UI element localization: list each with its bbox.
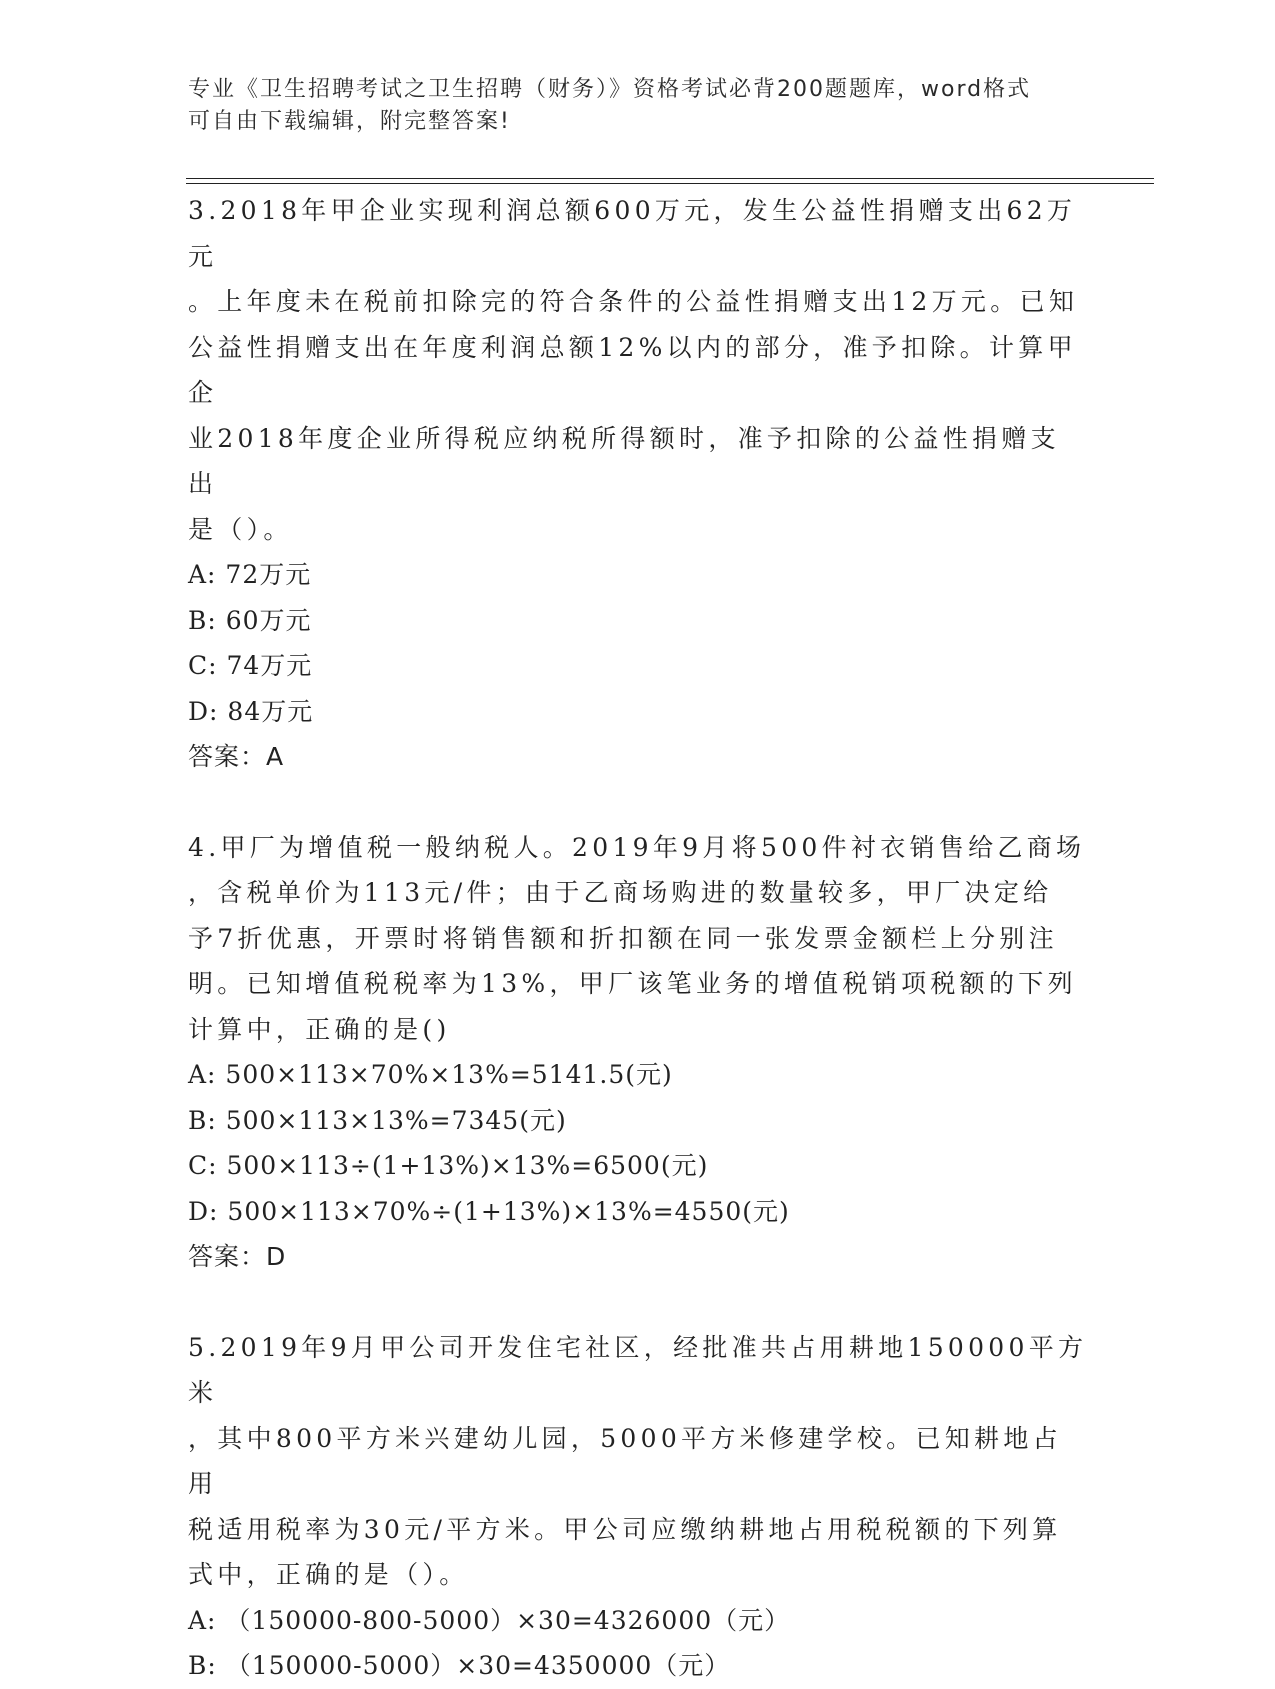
question-stem-line: 予7折优惠，开票时将销售额和折扣额在同一张发票金额栏上分别注: [188, 923, 1058, 953]
question-5: [188, 1325, 1088, 1689]
question-stem-line: 式中，正确的是（）。: [188, 1560, 469, 1589]
question-stem-line: 3.2018年甲企业实现利润总额600万元，发生公益性捐赠支出62万元: [188, 196, 1077, 271]
question-stem-line: 是（）。: [188, 514, 293, 544]
question-stem-line: 业2018年度企业所得税应纳税所得额时，准予扣除的公益性捐赠支出: [188, 423, 1060, 498]
header-line-2: 可自由下载编辑，附完整答案!: [188, 109, 511, 134]
header-divider-bottom: [186, 183, 1154, 184]
option-b: B: 60万元: [188, 605, 312, 635]
question-stem-line: 5.2019年9月甲公司开发住宅社区，经批准共占用耕地150000平方米: [188, 1332, 1088, 1407]
option-c: C: 74万元: [188, 651, 313, 680]
header-line-1: 专业《卫生招聘考试之卫生招聘（财务）》资格考试必背200题题库，word格式: [188, 77, 1032, 102]
answer-line: 答案：A: [188, 742, 285, 771]
question-stem-line: ，其中800平方米兴建幼儿园，5000平方米修建学校。已知耕地占用: [188, 1423, 1062, 1498]
option-a: A: （150000-800-5000）×30=4326000（元）: [188, 1605, 791, 1635]
question-4: [188, 825, 1088, 1280]
answer-line: 答案：D: [188, 1242, 287, 1271]
option-b: B: （150000-5000）×30=4350000（元）: [188, 1651, 731, 1680]
question-stem-line: 公益性捐赠支出在年度利润总额12%以内的部分，准予扣除。计算甲企: [188, 332, 1077, 407]
option-b: B: 500×113×13%=7345(元): [188, 1105, 567, 1135]
question-spacer: [188, 1280, 1088, 1325]
option-d: D: 84万元: [188, 696, 314, 726]
option-a: A: 500×113×70%×13%=5141.5(元): [188, 1060, 673, 1089]
question-stem-line: ，含税单价为113元/件；由于乙商场购进的数量较多，甲厂决定给: [188, 878, 1053, 907]
header-divider-top: [186, 178, 1154, 179]
question-3: [188, 188, 1088, 780]
option-d: D: 500×113×70%÷(1+13%)×13%=4550(元): [188, 1196, 790, 1226]
question-stem-line: 。上年度未在税前扣除完的符合条件的公益性捐赠支出12万元。已知: [188, 287, 1079, 316]
question-stem-line: 4.甲厂为增值税一般纳税人。2019年9月将500件衬衣销售给乙商场: [188, 832, 1086, 862]
question-stem-line: 计算中，正确的是(): [188, 1014, 451, 1044]
document-header: [188, 74, 1068, 138]
option-c: C: 500×113÷(1+13%)×13%=6500(元): [188, 1151, 709, 1180]
question-stem-line: 明。已知增值税税率为13%，甲厂该笔业务的增值税销项税额的下列: [188, 969, 1077, 998]
question-stem-line: 税适用税率为30元/平方米。甲公司应缴纳耕地占用税税额的下列算: [188, 1514, 1062, 1544]
question-list: [188, 188, 1088, 1689]
option-a: A: 72万元: [188, 560, 312, 589]
question-spacer: [188, 780, 1088, 825]
